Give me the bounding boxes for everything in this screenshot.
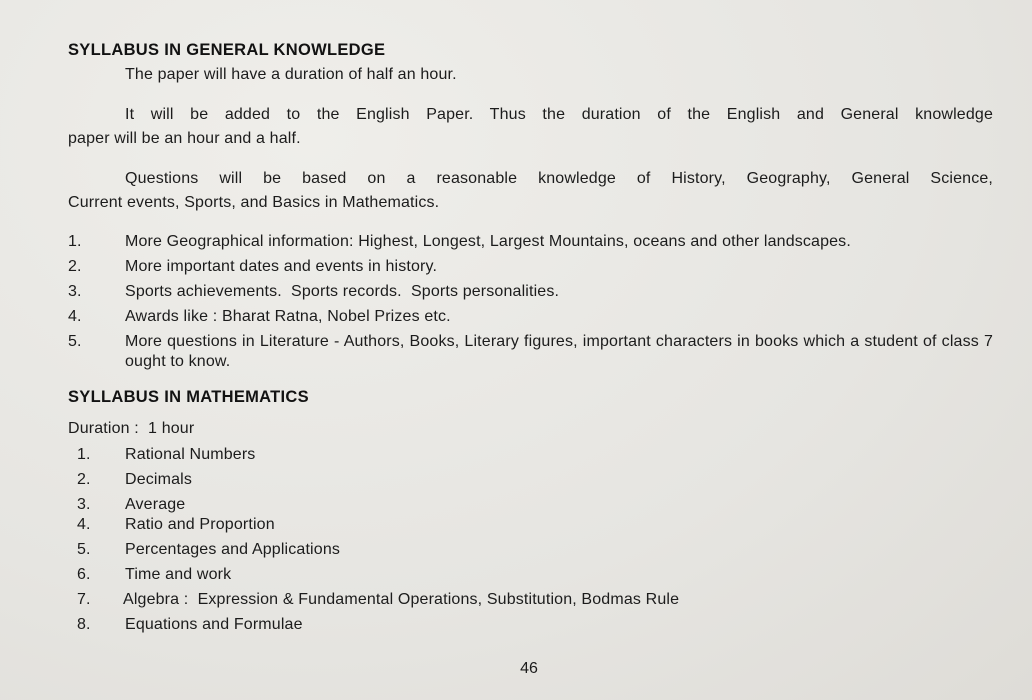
- list-item-number: 4.: [77, 516, 91, 533]
- gk-paragraph-english-line-2: paper will be an hour and a half.: [68, 130, 301, 147]
- list-item-number: 6.: [77, 566, 91, 583]
- page-number: 46: [520, 660, 538, 677]
- list-item-text: Decimals: [125, 471, 192, 488]
- list-item-text: Rational Numbers: [125, 446, 256, 463]
- list-item-text: Time and work: [125, 566, 232, 583]
- list-item-number: 5.: [68, 333, 82, 350]
- math-topic-list: [68, 445, 993, 640]
- list-item: [68, 515, 993, 540]
- gk-topic-list: [68, 232, 993, 372]
- list-item-number: 3.: [68, 283, 82, 300]
- gk-paragraph-english: [68, 103, 993, 151]
- list-item-number: 1.: [68, 233, 82, 250]
- list-item-number: 8.: [77, 616, 91, 633]
- list-item: [68, 232, 993, 257]
- gk-heading: SYLLABUS IN GENERAL KNOWLEDGE: [68, 41, 386, 59]
- gk-paragraph-english-line-1: It will be added to the English Paper. Thus the duration of the English and General knowledge: [125, 106, 993, 123]
- list-item-number: 3.: [77, 496, 91, 513]
- gk-paragraph-topics-line-1: Questions will be based on a reasonable knowledge of History, Geography, General Science,: [125, 170, 993, 187]
- math-heading: SYLLABUS IN MATHEMATICS: [68, 388, 309, 406]
- gk-duration-line: The paper will have a duration of half an hour.: [125, 66, 457, 83]
- gk-paragraph-topics-line-2: Current events, Sports, and Basics in Mathematics.: [68, 194, 440, 211]
- list-item-text: Algebra : Expression & Fundamental Operations, Substitution, Bodmas Rule: [123, 591, 680, 608]
- list-item: [68, 257, 993, 282]
- list-item-text: Ratio and Proportion: [125, 516, 275, 533]
- list-item: [68, 615, 993, 640]
- list-item: [68, 495, 993, 515]
- list-item: [68, 590, 993, 615]
- list-item-text: Equations and Formulae: [125, 616, 303, 633]
- list-item: [68, 307, 993, 332]
- list-item: [68, 332, 993, 372]
- list-item: [68, 282, 993, 307]
- list-item: [68, 540, 993, 565]
- list-item: [68, 445, 993, 470]
- list-item-text: Percentages and Applications: [125, 541, 341, 558]
- list-item-number: 5.: [77, 541, 91, 558]
- math-duration: Duration : 1 hour: [68, 420, 195, 437]
- list-item-text: More Geographical information: Highest, Longest, Largest Mountains, oceans and other landscapes.: [125, 233, 851, 250]
- list-item-text: More questions in Literature - Authors, Books, Literary figures, important characters in books which a student of class 7 ought to know.: [125, 333, 993, 370]
- list-item-number: 2.: [68, 258, 82, 275]
- list-item: [68, 565, 993, 590]
- list-item-number: 1.: [77, 446, 91, 463]
- list-item-number: 7.: [77, 591, 91, 608]
- list-item-text: Awards like : Bharat Ratna, Nobel Prizes etc.: [125, 308, 451, 325]
- list-item-text: Average: [125, 496, 186, 513]
- list-item-number: 4.: [68, 308, 82, 325]
- list-item-number: 2.: [77, 471, 91, 488]
- list-item-text: Sports achievements. Sports records. Sports personalities.: [125, 283, 560, 300]
- list-item: [68, 470, 993, 495]
- list-item-text: More important dates and events in history.: [125, 258, 438, 275]
- gk-paragraph-topics: [68, 167, 993, 215]
